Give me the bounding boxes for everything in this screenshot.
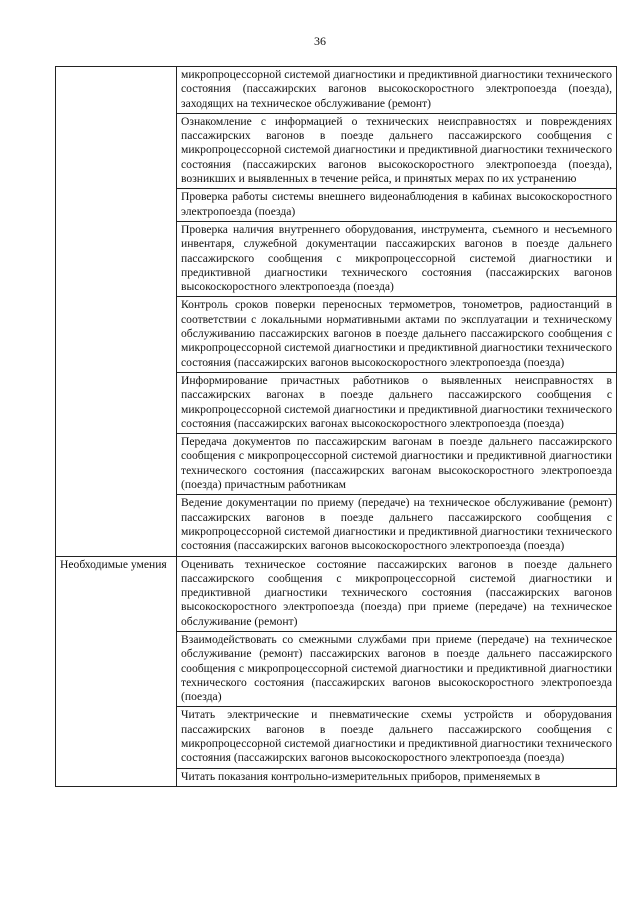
table-cell-text: Контроль сроков поверки переносных термометров, тонометров, радиостанций в соответствии с локальными нормативными актами по эксплуатации и техническому обслуживанию пассажирских вагонов в поезде дальнего пассажирского сообщения с микропроцессорной системой диагностики и предиктивной диагностики технического состояния (пассажирских вагонов высокоскоростного электропоезда (поезда) — [177, 297, 617, 372]
table-cell-text: Ведение документации по приему (передаче) на техническое обслуживание (ремонт) пассажирских вагонов в поезде дальнего пассажирского сообщения с микропроцессорной системой диагностики и предиктивной диагностики технического состояния (пассажирских вагонов высокоскоростного электропоезда (поезда) — [177, 495, 617, 556]
table-cell-text: Читать электрические и пневматические схемы устройств и оборудования пассажирских вагонов в поезде дальнего пассажирского сообщения с микропроцессорной системой диагностики и предиктивной диагностики технического состояния (пассажирских вагонов высокоскоростного электропоезда (поезда) — [177, 707, 617, 768]
table-cell-text: Информирование причастных работников о выявленных неисправностях в пассажирских вагонах в поезде дальнего пассажирского сообщения с микропроцессорной системой диагностики и предиктивной диагностики технического состояния (пассажирских вагонах высокоскоростного электропоезда (поезда) — [177, 372, 617, 433]
section-label — [56, 67, 177, 557]
table-row — [56, 556, 617, 631]
section-label: Необходимые умения — [56, 556, 177, 786]
table-cell-text: Проверка наличия внутреннего оборудования, инструмента, съемного и несъемного инвентаря, служебной документации пассажирских вагонов в поезде дальнего пассажирского сообщения с микропроцессорной системой диагностики и предиктивной диагностики технического состояния (пассажирских вагонов высокоскоростного электропоезда (поезда) — [177, 221, 617, 296]
table-cell-text: Ознакомление с информацией о технических неисправностях и повреждениях пассажирских вагонов в поезде дальнего пассажирского сообщения с микропроцессорной системой диагностики и предиктивной диагностики технического состояния (пассажирских вагонов высокоскоростного электропоезда (поезда), возникших и выявленных в течение рейса, и принятых мерах по их устранению — [177, 113, 617, 188]
table-cell-text: Взаимодействовать со смежными службами при приеме (передаче) на техническое обслуживание (ремонт) пассажирских вагонов в поезде дальнего пассажирского сообщения с микропроцессорной системой диагностики и предиктивной диагностики технического состояния (пассажирских вагонов высокоскоростного электропоезда (поезда) — [177, 631, 617, 706]
table-cell-text: Проверка работы системы внешнего видеонаблюдения в кабинах высокоскоростного электропоезда (поезда) — [177, 189, 617, 222]
page-number: 36 — [314, 34, 326, 48]
table-cell-text: Оценивать техническое состояние пассажирских вагонов в поезде дальнего пассажирского сообщения с микропроцессорной системой диагностики и предиктивной диагностики технического состояния (пассажирских вагонов высокоскоростного электропоезда (поезда) при приеме (передаче) на техническое обслуживание (ремонт) — [177, 556, 617, 631]
table-row — [56, 67, 617, 114]
table-cell-text: Читать показания контрольно-измерительных приборов, применяемых в — [177, 768, 617, 786]
table-cell-text: Передача документов по пассажирским вагонам в поезде дальнего пассажирского сообщения с микропроцессорной системой диагностики и предиктивной диагностики технического состояния (пассажирских вагонам высокоскоростного электропоезда (поезда) причастным работникам — [177, 434, 617, 495]
requirements-table — [55, 66, 617, 787]
table-cell-text: микропроцессорной системой диагностики и предиктивной диагностики технического состояния (пассажирских вагонов высокоскоростного электропоезда (поезда), заходящих на техническое обслуживание (ремонт) — [177, 67, 617, 114]
